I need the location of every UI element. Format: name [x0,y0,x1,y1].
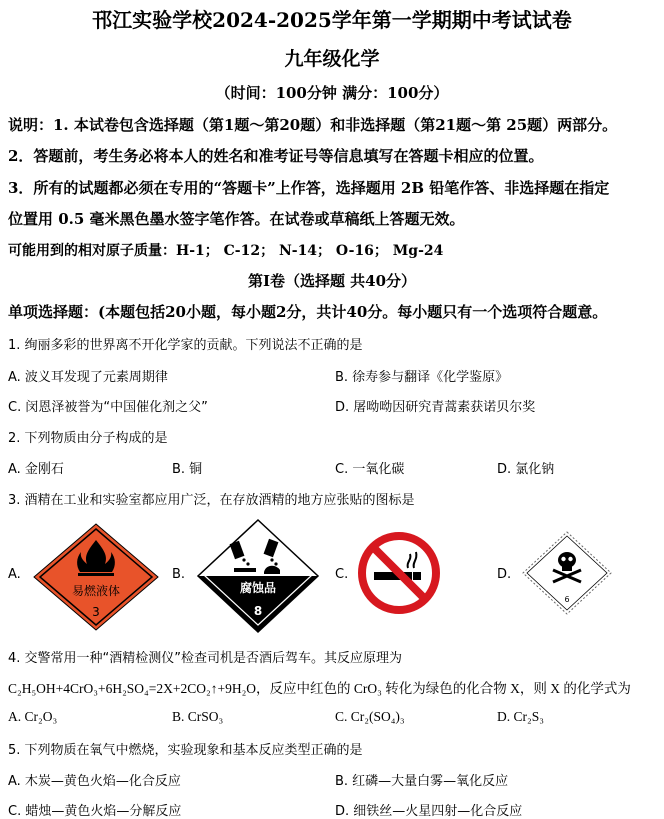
question-4-option-c[interactable]: C. Cr₂(SO₄)₃ [335,709,405,724]
question-1-option-c[interactable]: C. 闵恩泽被誉为“中国催化剂之父” [8,400,208,415]
question-1-stem: 1. 绚丽多彩的世界离不开化学家的贡献。下列说法不正确的是 [8,338,363,353]
instruction-1: 说明：1. 本试卷包含选择题（第1题～第20题）和非选择题（第21题～第 25题）两部分。 [8,116,618,134]
question-4-option-a[interactable]: A. Cr₂O₃ [8,709,58,724]
instruction-3a: 3．所有的试题都必须在专用的“答题卡”上作答，选择题用 2B 铅笔作答、非选择题在指定 [8,179,610,197]
corrosive-class: 8 [253,604,263,618]
flammable-class: 3 [92,605,100,619]
atomic-mass: 可能用到的相对原子质量：H-1； C-12； N-14； O-16； Mg-24 [8,243,444,259]
subject-title: 九年级化学 [284,48,380,70]
question-4-stem: 4. 交警常用一种“酒精检测仪”检查司机是否酒后驾车。其反应原理为 [8,651,403,666]
question-2-option-b[interactable]: B. 铜 [172,462,203,477]
question-4-equation: C₂H₅OH+4CrO₃+6H₂SO₄=2X+2CO₂↑+9H₂O，反应中红色的 CrO₃ 转化为绿色的化合物 X，则 X 的化学式为 [8,681,631,696]
question-2-option-a[interactable]: A. 金刚石 [8,462,64,477]
question-2-option-c[interactable]: C. 一氧化碳 [335,462,405,477]
question-4-option-d[interactable]: D. Cr₂S₃ [497,709,544,724]
question-1-option-d[interactable]: D. 屠呦呦因研究青蒿素获诺贝尔奖 [335,400,536,415]
question-5-stem: 5. 下列物质在氧气中燃烧，实验现象和基本反应类型正确的是 [8,743,363,758]
corrosive-label: 腐蚀品 [239,581,277,595]
question-5-option-c[interactable]: C. 蜡烛—黄色火焰—分解反应 [8,804,182,819]
exam-title: 邗江实验学校2024-2025学年第一学期期中考试试卷 [92,8,572,32]
question-3-option-d[interactable]: D. [497,567,512,582]
question-1-option-a[interactable]: A. 波义耳发现了元素周期律 [8,370,168,385]
question-5-option-b[interactable]: B. 红磷—大量白雾—氧化反应 [335,774,509,789]
question-2-option-d[interactable]: D. 氯化钠 [497,462,555,477]
question-5-option-a[interactable]: A. 木炭—黄色火焰—化合反应 [8,774,181,789]
question-3-stem: 3. 酒精在工业和实验室都应用广泛，在存放酒精的地方应张贴的图标是 [8,493,415,508]
time-info: （时间：100分钟 满分：100分） [215,84,449,102]
no-smoking-sign[interactable] [356,530,442,616]
instruction-2: 2．答题前，考生务必将本人的姓名和准考证号等信息填写在答题卡相应的位置。 [8,147,544,165]
toxic-sign[interactable] [521,530,613,616]
flammable-label: 易燃液体 [71,584,121,598]
flammable-liquid-sign[interactable] [32,522,160,632]
question-3-option-c[interactable]: C. [335,567,349,582]
corrosive-sign[interactable] [196,518,320,634]
section-intro: 单项选择题：(本题包括20小题，每小题2分，共计40分。每小题只有一个选项符合题意。 [8,303,608,321]
question-4-option-b[interactable]: B. CrSO₃ [172,709,224,724]
instruction-3b: 位置用 0.5 毫米黑色墨水签字笔作答。在试卷或草稿纸上答题无效。 [8,210,465,228]
section-title: 第Ⅰ卷（选择题 共40分） [247,272,417,290]
question-3-option-a[interactable]: A. [8,567,21,582]
question-3-option-b[interactable]: B. [172,567,186,582]
question-5-option-d[interactable]: D. 细铁丝—火星四射—化合反应 [335,804,523,819]
toxic-class: 6 [564,595,570,604]
question-1-option-b[interactable]: B. 徐寿参与翻译《化学鉴原》 [335,370,509,385]
question-2-stem: 2. 下列物质由分子构成的是 [8,431,168,446]
